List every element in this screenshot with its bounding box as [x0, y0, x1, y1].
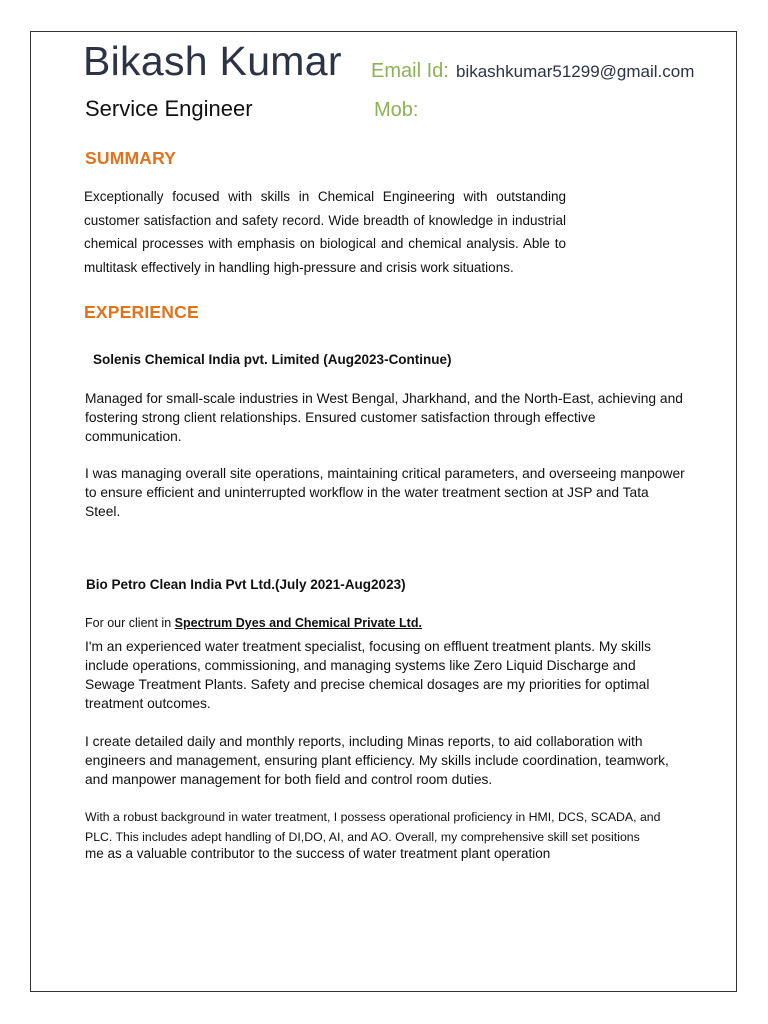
- company-title-bio-petro: Bio Petro Clean India Pvt Ltd.(July 2021-Aug2023): [86, 577, 406, 592]
- job-paragraph: I was managing overall site operations, maintaining critical parameters, and overseeing manpower to ensure efficient and uninterrupted workflow in the water treatment section at JSP and Tata Steel.: [85, 466, 685, 519]
- company-title-solenis: Solenis Chemical India pvt. Limited (Aug2023-Continue): [93, 352, 452, 367]
- candidate-name: Bikash Kumar: [83, 38, 342, 84]
- mobile-label: Mob:: [374, 99, 419, 121]
- summary-heading: SUMMARY: [85, 148, 177, 168]
- email-label: Email Id:: [371, 60, 449, 82]
- summary-text: Exceptionally focused with skills in Chemical Engineering with outstanding customer satisfaction and safety record. Wide breadth of knowledge in industrial chemical processes with emphasis on biological and chemical analysis. Able to multitask effectively in handling high-pressure and crisis work situations.: [84, 189, 566, 275]
- job-title: Service Engineer: [85, 96, 253, 121]
- job-paragraph: I create detailed daily and monthly reports, including Minas reports, to aid collaboration with engineers and management, ensuring plant efficiency. My skills include coordination, teamwork, and manpower management for both field and control room duties.: [85, 734, 669, 787]
- experience-heading: EXPERIENCE: [84, 302, 199, 322]
- job-paragraph: With a robust background in water treatment, I possess operational proficiency in HMI, DCS, SCADA, and PLC. This includes adept handling of DI,DO, AI, and AO. Overall, my comprehensive skill set positions: [85, 810, 661, 844]
- client-prefix: For our client in: [85, 616, 172, 630]
- email-value: bikashkumar51299@gmail.com: [456, 62, 695, 81]
- job-paragraph: Managed for small-scale industries in West Bengal, Jharkhand, and the North-East, achieving and fostering strong client relationships. Ensured customer satisfaction through effective communication.: [85, 391, 683, 444]
- client-line: [85, 616, 422, 630]
- job-paragraph: me as a valuable contributor to the success of water treatment plant operation: [85, 846, 551, 861]
- job-paragraph: I'm an experienced water treatment specialist, focusing on effluent treatment plants. My skills include operations, commissioning, and managing systems like Zero Liquid Discharge and Sewage Treatment Plants. Safety and precise chemical dosages are my priorities for optimal treatment outcomes.: [85, 639, 652, 711]
- client-name: Spectrum Dyes and Chemical Private Ltd.: [174, 616, 422, 630]
